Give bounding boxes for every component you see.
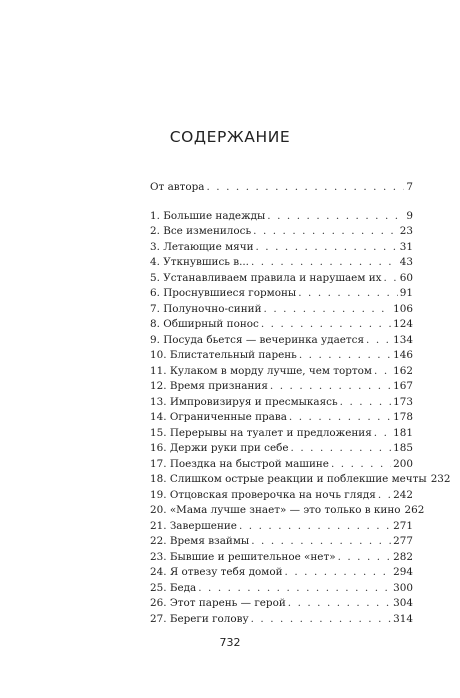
toc-entry-label: 23. Бывшие и решительное «нет» [150,550,336,563]
toc-entry-label: 19. Отцовская проверочка на ночь глядя [150,488,376,501]
toc-entry-page: 304 [393,597,413,609]
table-of-contents [150,180,451,627]
toc-entry [150,581,413,597]
toc-entry [150,596,413,612]
toc-entry-page: 167 [393,380,413,392]
toc-entry-page: 124 [393,318,413,330]
toc-entry-label: 17. Поездка на быстрой машине [150,457,329,470]
toc-entry [150,317,413,333]
dot-leader [340,395,392,411]
toc-entry-label: 27. Береги голову [150,612,249,625]
toc-entry-page: 185 [393,442,413,454]
toc-entry [150,395,413,411]
toc-entry-label: 15. Перерывы на туалет и предложения [150,426,372,439]
toc-entry-page: 173 [393,395,413,408]
toc-entry-page: 181 [393,426,413,439]
dot-leader [299,348,391,364]
toc-entry [150,410,413,426]
toc-entry [150,441,413,457]
toc-entry [150,550,413,566]
dot-leader [298,286,398,302]
toc-entry [150,271,413,287]
dot-leader [378,488,391,504]
toc-entry [150,348,413,364]
toc-entry-page: 300 [393,581,413,594]
dot-leader [267,209,404,225]
toc-entry-page: 162 [393,364,413,377]
dot-leader [384,271,398,287]
dot-leader [288,596,391,612]
toc-entry-page: 106 [393,302,413,315]
toc-entry-label: От автора [150,181,205,193]
dot-leader [206,180,404,196]
toc-entry-label: 21. Завершение [150,519,237,532]
toc-entry-page: 262 [404,504,425,516]
toc-entry-label: 5. Устанавливаем правила и нарушаем их [150,271,382,284]
toc-entry [150,180,413,196]
toc-entry-label: 16. Держи руки при себе [150,442,289,454]
dot-leader [253,224,398,240]
toc-entry [150,240,413,256]
toc-entry-label: 14. Ограниченные права [150,411,287,423]
toc-entry-label: 11. Кулаком в морду лучше, чем тортом [150,364,373,377]
toc-entry-label: 13. Импровизируя и пресмыкаясь [150,395,338,408]
toc-entry [150,488,413,504]
toc-entry-page: 200 [393,457,413,470]
page-number: 732 [219,636,241,649]
toc-entry-page: 43 [399,256,413,268]
toc-entry [150,472,451,488]
toc-entry-page: 146 [393,349,413,361]
toc-entry-label: 20. «Мама лучше знает» — это только в кино [150,504,401,516]
toc-entry-page: 242 [393,488,413,501]
toc-entry [150,612,413,628]
dot-leader [264,302,392,318]
toc-entry-label: 4. Уткнувшись в... [150,256,249,268]
dot-leader [285,565,392,581]
toc-entry-page: 178 [393,411,413,423]
dot-leader [256,240,398,256]
toc-entry-label: 10. Блистательный парень [150,349,297,361]
toc-entry-label: 12. Время признания [150,380,268,392]
toc-entry-label: 1. Большие надежды [150,209,266,222]
toc-entry-page: 9 [406,209,413,222]
toc-entry-label: 18. Слишком острые реакции и поблекшие мечты [150,473,427,485]
toc-entry [150,286,413,302]
page-title: СОДЕРЖАНИЕ [169,128,291,146]
toc-entry [150,519,413,535]
toc-entry-label: 25. Беда [150,581,197,594]
toc-entry-page: 60 [399,271,413,284]
toc-entry-page: 271 [393,519,413,532]
toc-entry [150,364,413,380]
toc-entry [150,302,413,318]
toc-entry [150,333,413,349]
toc-entry-page: 91 [399,287,413,299]
toc-entry-label: 8. Обширный понос [150,318,259,330]
toc-entry-page: 31 [399,240,413,253]
dot-leader [261,317,391,333]
toc-entry-page: 314 [393,612,413,625]
toc-entry-label: 2. Все изменилось [150,225,252,237]
toc-entry-label: 26. Этот парень — герой [150,597,286,609]
toc-entry-label: 6. Проснувшиеся гормоны [150,287,297,299]
dot-leader [239,519,391,535]
toc-entry-page: 277 [393,535,413,547]
toc-entry [150,565,413,581]
toc-entry [150,255,413,271]
dot-leader [291,441,392,457]
dot-leader [270,379,391,395]
dot-leader [251,534,391,550]
dot-leader [251,255,398,271]
dot-leader [374,426,391,442]
toc-entry-label: 22. Время взаймы [150,535,250,547]
toc-entry [150,209,413,225]
dot-leader [251,612,392,628]
toc-entry [150,534,413,550]
toc-entry-page: 294 [393,566,413,578]
toc-entry-label: 7. Полуночно-синий [150,302,262,315]
toc-entry-page: 23 [399,225,413,237]
toc-entry [150,426,413,442]
toc-entry-page: 282 [393,550,413,563]
dot-leader [331,457,391,473]
toc-entry-page: 134 [393,333,413,346]
toc-entry [150,379,413,395]
toc-entry-label: 3. Летающие мячи [150,240,254,253]
toc-entry-label: 24. Я отвезу тебя домой [150,566,283,578]
dot-leader [366,333,391,349]
toc-entry [150,457,413,473]
toc-entry [150,224,413,240]
toc-entry [150,503,425,519]
toc-entry-page: 232 [430,473,451,485]
dot-leader [338,550,392,566]
dot-leader [374,364,391,380]
toc-entry-page: 7 [406,181,413,193]
dot-leader [289,410,391,426]
toc-entry-label: 9. Посуда бьется — вечеринка удается [150,333,365,346]
dot-leader [198,581,391,597]
